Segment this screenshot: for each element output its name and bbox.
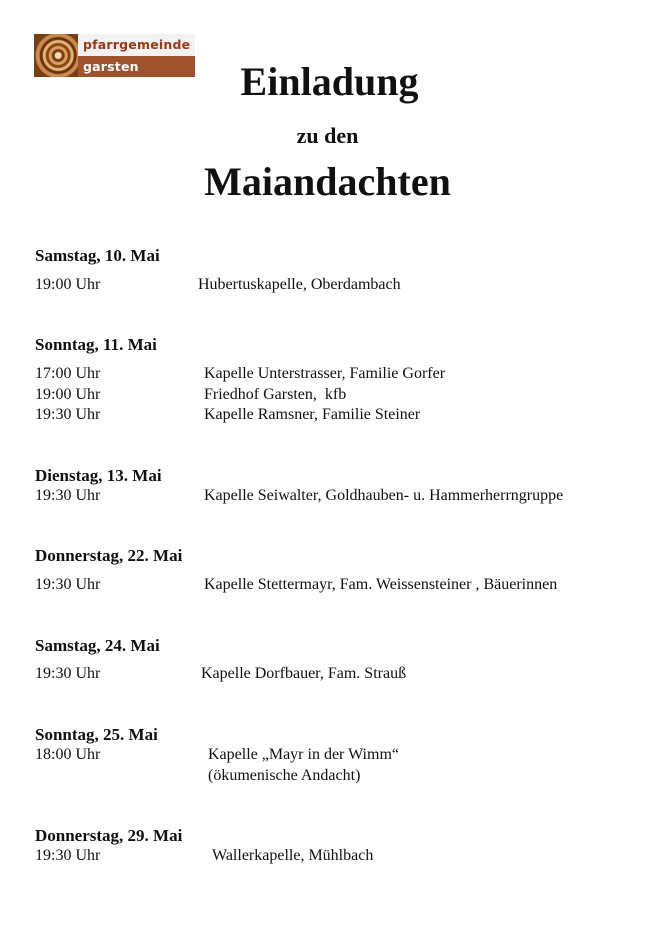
entry-place: Kapelle Unterstrasser, Familie Gorfer (204, 365, 446, 382)
entry-time: 17:00 Uhr (35, 365, 101, 382)
day-heading: Donnerstag, 29. Mai (35, 826, 183, 845)
logo-text-line2: garsten (78, 56, 195, 77)
entry-place: Kapelle Ramsner, Familie Steiner (204, 406, 421, 423)
entry-place: Kapelle Dorfbauer, Fam. Strauß (201, 665, 407, 682)
day-heading: Sonntag, 25. Mai (35, 725, 158, 744)
day-heading: Sonntag, 11. Mai (35, 335, 157, 354)
entry-place: Wallerkapelle, Mühlbach (212, 847, 374, 864)
entry-time: 19:30 Uhr (35, 665, 101, 682)
entry-time: 18:00 Uhr (35, 746, 101, 763)
title-einladung: Einladung (240, 59, 419, 104)
day-heading: Donnerstag, 22. Mai (35, 546, 183, 565)
entry-place: Kapelle „Mayr in der Wimm“ (208, 746, 399, 763)
entry-time: 19:30 Uhr (35, 847, 101, 864)
entry-time: 19:30 Uhr (35, 406, 101, 423)
title-maiandachten: Maiandachten (204, 159, 451, 204)
entry-place-note: (ökumenische Andacht) (208, 767, 361, 784)
entry-time: 19:00 Uhr (35, 276, 101, 293)
logo-text-line1: pfarrgemeinde (78, 34, 195, 56)
day-heading: Samstag, 24. Mai (35, 636, 160, 655)
entry-time: 19:30 Uhr (35, 576, 101, 593)
day-heading: Dienstag, 13. Mai (35, 466, 162, 485)
entry-place: Hubertuskapelle, Oberdambach (198, 276, 401, 293)
entry-time: 19:30 Uhr (35, 487, 101, 504)
entry-time: 19:00 Uhr (35, 386, 101, 403)
title-zu-den: zu den (296, 123, 359, 148)
entry-place: Kapelle Stettermayr, Fam. Weissensteiner , Bäuerinnen (204, 576, 558, 593)
entry-place: Kapelle Seiwalter, Goldhauben- u. Hammerherrngruppe (204, 487, 564, 504)
day-heading: Samstag, 10. Mai (35, 246, 160, 265)
entry-place: Friedhof Garsten, kfb (204, 386, 347, 403)
